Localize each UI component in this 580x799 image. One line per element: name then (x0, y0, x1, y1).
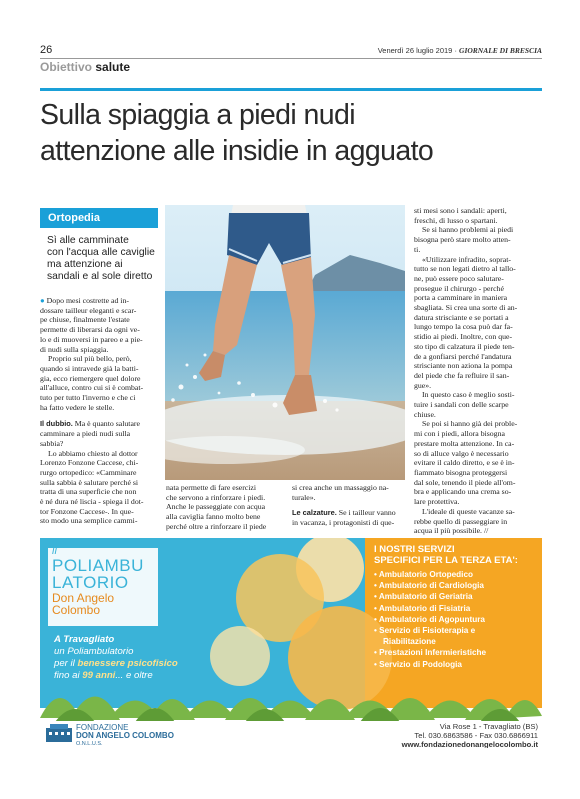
text-line: turale». (292, 492, 316, 502)
text-line: ● Dopo mesi costrette ad in- (40, 296, 129, 305)
text-line: so di alluce valgo è necessario (414, 448, 509, 458)
column-3 (292, 483, 408, 528)
section-prefix: Obiettivo (40, 60, 93, 74)
text-line: Se si hanno problemi ai piedi (422, 225, 514, 235)
text-line: lungo tempo la cosa può dar fa- (414, 322, 513, 332)
text-line: bra e applicando una crema so- (414, 487, 512, 497)
service-item: Riabilitazione (383, 637, 436, 647)
logo-il: il (52, 545, 57, 557)
text-line: all'alluce, contro cui si è combat- (40, 383, 144, 393)
text-line: pe chiuse, finalmente l'estate (40, 315, 130, 325)
text-line: è né dura né liscia - spiega il dot- (40, 497, 144, 507)
text-line: strisciante non aziona la pompa (414, 361, 513, 371)
text-line: rurgo ortopedico: «Camminare (40, 467, 137, 477)
service-item: • Ambulatorio di Geriatria (374, 592, 473, 602)
text-line: tuto per tutto l'inverno e che ci (40, 393, 136, 403)
category-tag: Ortopedia (40, 208, 158, 228)
text-line: tuire i sandali con delle scarpe (414, 400, 509, 410)
text-line: chiuse. (414, 409, 436, 419)
text-line: tor Fonzone Caccese-. In que- (40, 506, 134, 516)
text-line: prestare molta attenzione. In ca- (414, 438, 515, 448)
services-box (374, 544, 542, 670)
text-line: nata permette di fare esercizi (166, 483, 257, 492)
text-line: rebbe quello di passeggiare in (414, 516, 508, 526)
headline-line-2: attenzione alle insidie in agguato (40, 135, 434, 167)
text-line: ti. (414, 244, 421, 254)
text-line: In questo caso è meglio sosti- (422, 390, 515, 400)
header-separator: · (454, 46, 457, 55)
text-line: di nudi sulla spiaggia. (40, 344, 109, 354)
text-line: freschi, di lusso o spartani. (414, 215, 498, 225)
text-line: Lorenzo Fonzone Caccese, chi- (40, 458, 139, 468)
text-line: permette di liberarsi da ogni ve- (40, 325, 140, 335)
text-line: lo e di muoversi in pareo e a pie- (40, 334, 143, 344)
text-line: stidio ai piedi. Inoltre, con que- (414, 332, 513, 342)
newspaper-name: GIORNALE DI BRESCIA (459, 46, 542, 55)
text-line: sbagliata. Si crea una sorte di an- (414, 303, 518, 313)
subheadline (47, 235, 162, 283)
text-line: fiammato bisogna proteggersi (414, 467, 508, 477)
text-line: mi con i piedi, allora bisogna (414, 429, 505, 439)
text-line: in vacanza, i protagonisti di que- (292, 518, 395, 528)
text-line: sabbia? (40, 438, 64, 448)
text-line: L'ideale di queste vacanze sa- (422, 506, 515, 516)
phone-fax: Tel. 030.6863586 - Fax 030.6866911 (414, 731, 538, 740)
logo-line-4: Colombo (52, 603, 101, 617)
subheadline-line: sandali e al sole diretto (47, 271, 153, 282)
text-line: ha fatto vedere le stelle. (40, 402, 115, 412)
services-list (374, 569, 542, 670)
text-line: Proprio sul più bello, però, (48, 354, 132, 364)
headline-line-1: Sulla spiaggia a piedi nudi (40, 99, 355, 131)
text-line: tratta di una superficie che non (40, 487, 137, 497)
date-line (378, 46, 542, 55)
website: www.fondazionedonangelocolombo.it (401, 740, 538, 748)
services-title-2: SPECIFICI PER LA TERZA ETA': (374, 555, 518, 566)
headline (40, 97, 545, 169)
logo-line-3: Don Angelo (52, 591, 115, 605)
text-line: sto tipo di calzatura il piede ten- (414, 341, 515, 351)
text-line: bisogna però stare molto atten- (414, 235, 511, 245)
subheadline-line: con l'acqua alle caviglie (47, 247, 155, 258)
text-line: prosegue il chirurgo - perché (414, 283, 504, 293)
text-line: che servono a rinforzare i piedi. (166, 492, 266, 502)
text-line: Lo abbiamo chiesto al dottor (48, 448, 138, 458)
issue-date: Venerdì 26 luglio 2019 (377, 46, 453, 55)
service-item: • Ambulatorio Ortopedico (374, 570, 473, 579)
text-line: ne, può essere poco salutare- (414, 273, 504, 283)
section-label (40, 60, 130, 74)
text-line: camminare a piedi nudi sulla (40, 429, 131, 439)
header-rule (40, 58, 542, 59)
foundation-line-2: DON ANGELO COLOMBO (76, 731, 174, 740)
text-line: de a gonfiarsi perché l'andatura (414, 351, 512, 361)
advertisement (40, 538, 542, 748)
foundation-line-1: FONDAZIONE (76, 723, 129, 732)
contact-info (402, 722, 538, 748)
text-line: alla caviglia fanno molto bene (166, 512, 261, 522)
column-4 (414, 206, 542, 536)
text-line: perché oltre a rinforzare il piede (166, 521, 267, 531)
text-line: datura strisciante e se portati a (414, 312, 509, 322)
text-line: gue». (414, 380, 432, 390)
text-line: Le calzature. Se i tailleur vanno (292, 508, 396, 518)
text-line: si crea anche un massaggio na- (292, 483, 389, 492)
text-line: quando si intravede già la batti- (40, 363, 139, 373)
promo-line-1: A Travagliato (54, 634, 115, 645)
text-line: Il dubbio. Ma è quanto salutare (40, 419, 140, 429)
logo-line-2: LATORIO (52, 573, 129, 592)
text-line: «Utilizzare infradito, soprat- (422, 254, 511, 264)
subhead-calzature: Le calzature. (292, 508, 337, 518)
foundation-logo (76, 724, 174, 748)
poliambulatorio-logo (52, 546, 157, 616)
text-line: dal sole, tenendo il piede all'om- (414, 477, 516, 487)
logo-line-1: POLIAMBU (52, 556, 144, 575)
text-line: dossare tailleur eleganti e scar- (40, 305, 137, 315)
service-item: • Servizio di Podologia (374, 659, 462, 669)
text-line: porta a camminare in maniera (414, 293, 508, 303)
subheadline-line: Sì alle camminate (47, 235, 129, 246)
service-item: • Servizio di Fisioterapia e (374, 626, 476, 636)
text-line: sulla sabbia è salutare perché si (40, 477, 139, 487)
foundation-line-3: O.N.L.U.S. (76, 741, 103, 747)
promo-line-4: fino ai 99 anni... e oltre (54, 670, 153, 681)
page-number: 26 (40, 44, 53, 56)
promo-line-2: un Poliambulatorio (54, 646, 134, 657)
bullet-icon: ● (40, 296, 47, 305)
service-item: • Prestazioni Infermieristiche (374, 648, 487, 658)
text-line: sti mesi sono i sandali: aperti, (414, 206, 507, 215)
service-item: • Ambulatorio di Fisiatria (374, 603, 471, 613)
promo-text (54, 634, 229, 682)
beach-photo-illustration (165, 205, 405, 480)
column-1 (40, 296, 161, 526)
headline-rule (40, 88, 542, 91)
section-name: salute (95, 60, 131, 74)
text-line: Anche le passeggiate con acqua (166, 502, 266, 512)
address: Via Rose 1 - Travagliato (BS) (439, 722, 538, 731)
subhead-dubbio: Il dubbio. (40, 419, 73, 429)
text-line: acqua il più possibile. // (414, 526, 489, 536)
service-item: • Ambulatorio di Agopuntura (374, 614, 485, 624)
services-title-1: I NOSTRI SERVIZI (374, 544, 455, 555)
text-line: evitare il caldo diretto, e se è in- (414, 458, 515, 468)
text-line: gia, ecco riemergere quel dolore (40, 373, 141, 383)
beach-feet-photo (165, 205, 405, 480)
text-line: del piede che fa refluire il san- (414, 370, 510, 380)
text-line: Se poi si hanno già dei proble- (422, 419, 518, 429)
subheadline-line: ma attenzione ai (47, 259, 123, 270)
text-line: sto modo una semplice cammi- (40, 516, 138, 526)
text-line: lare protettiva. (414, 497, 460, 507)
service-item: • Ambulatorio di Cardiologia (374, 581, 484, 591)
promo-line-3: per il benessere psicofisico (54, 658, 178, 669)
text-line: tutto se non legati dietro al tallo- (414, 264, 516, 274)
column-2 (166, 483, 284, 532)
